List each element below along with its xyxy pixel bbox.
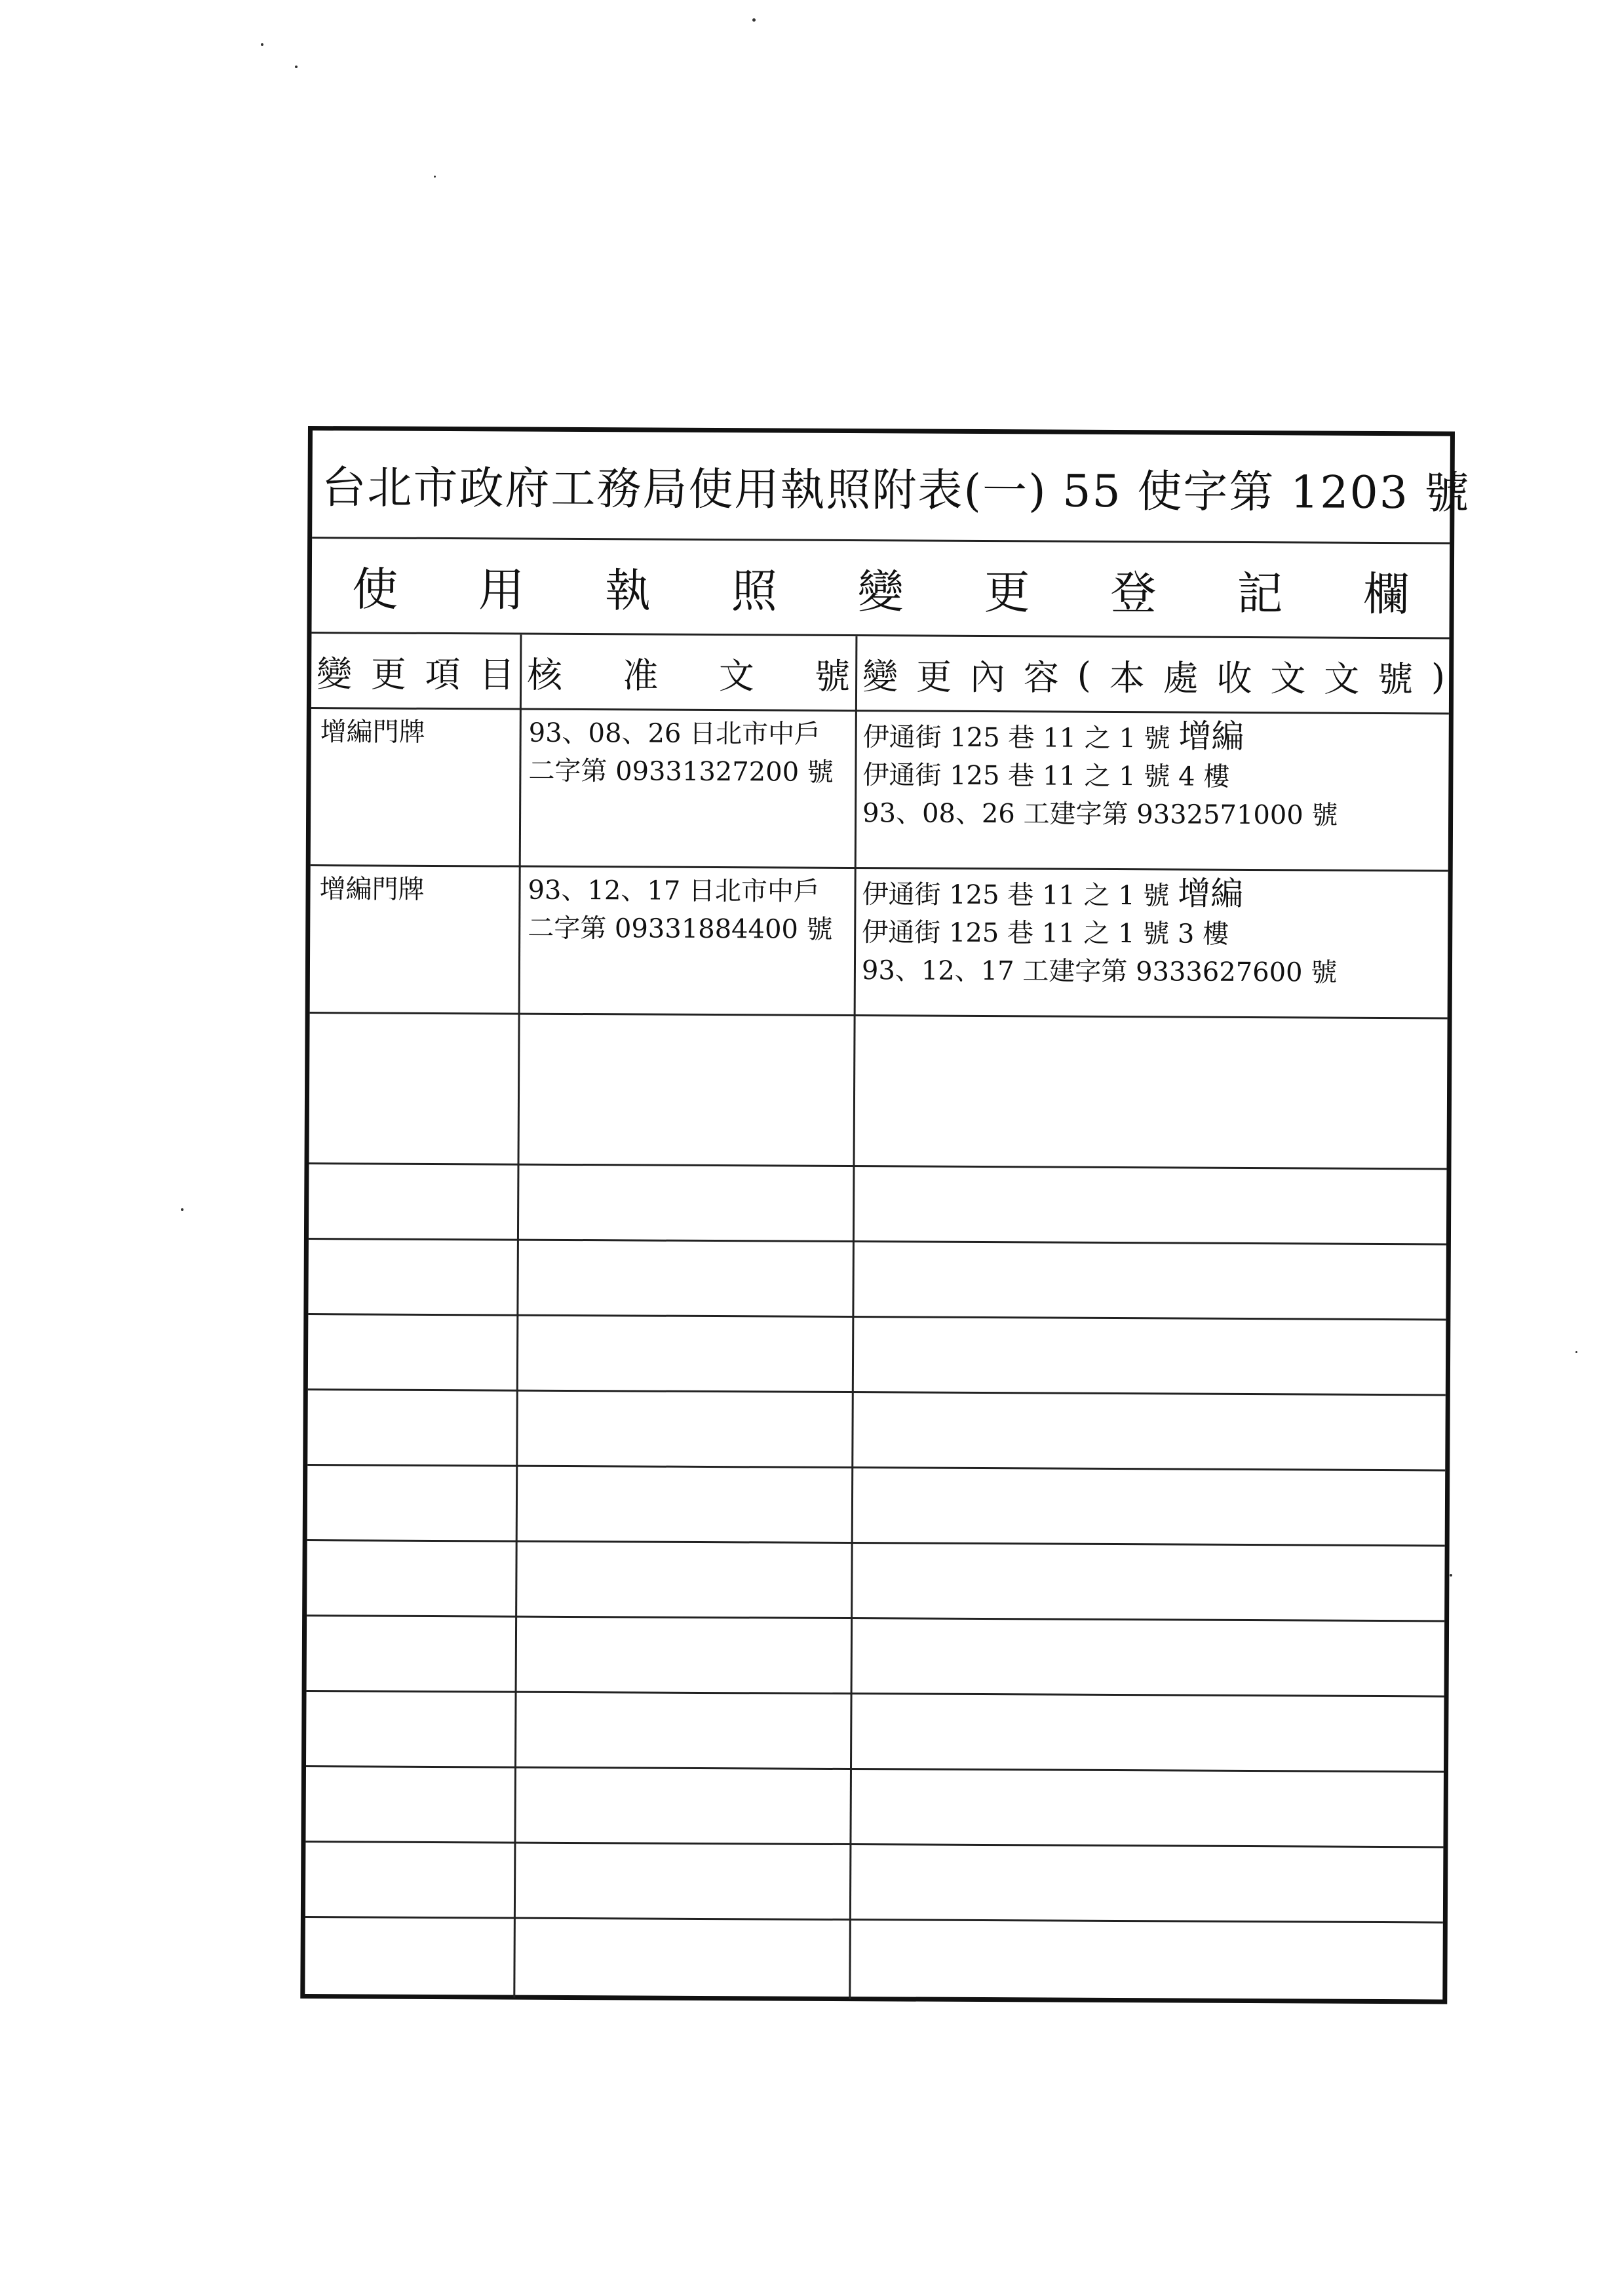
header-content: 變 更 內 容 ( 本 處 收 文 文 號 ) [862,654,1446,700]
subtitle-char: 執 [604,563,651,618]
empty-table-row [307,1541,1445,1622]
table-header-row [311,634,1450,714]
scan-speck [752,18,756,22]
table-row [311,709,1449,871]
record-content: 伊通街 125 巷 11 之 1 號 增編 伊通街 125 巷 11 之 1 號 4 樓 93、08、26 工建字第 9332571000 號 [862,717,1338,831]
empty-table-row [305,1767,1444,1848]
subtitle-char: 登 [1110,565,1157,620]
table-row [310,866,1448,1019]
empty-table-row [309,1014,1447,1170]
scan-speck [1575,1351,1577,1353]
scan-speck [295,66,298,68]
subtitle-char: 使 [352,562,398,617]
scan-speck [434,176,436,178]
empty-table-row [308,1315,1446,1396]
form-title-text: 台北市政府工務局使用執照附表(一) 55 使字第 1203 號 [321,461,1471,520]
empty-table-row [306,1692,1444,1772]
subtitle-char: 用 [478,562,525,617]
subtitle-char: 更 [984,565,1030,619]
empty-table-row [307,1617,1445,1697]
empty-table-row [307,1466,1446,1546]
record-table [305,634,1449,2002]
subtitle-char: 照 [731,564,778,619]
empty-table-row [307,1390,1446,1471]
license-change-form [300,426,1471,2004]
empty-table-row [305,1918,1443,1999]
subtitle-char: 變 [857,564,904,619]
subtitle-char: 欄 [1363,567,1410,621]
form-title [312,430,1471,544]
scan-speck [261,43,263,46]
record-item: 增編門牌 [320,717,425,748]
empty-table-row [309,1164,1447,1245]
subtitle-char: 記 [1237,566,1283,621]
header-approval: 核 准 文 號 [526,654,851,698]
record-approval: 93、08、26 日北市中戶 二字第 09331327200 號 [528,718,834,788]
header-item: 變 更 項 目 [316,653,515,696]
form-subtitle [311,539,1450,639]
record-content: 伊通街 125 巷 11 之 1 號 增編 伊通街 125 巷 11 之 1 號 3 樓 93、12、17 工建字第 9333627600 號 [861,874,1338,988]
empty-table-row [308,1240,1446,1320]
record-item: 增編門牌 [319,874,425,905]
scan-speck [1450,1574,1452,1577]
scan-speck [181,1208,183,1211]
empty-table-row [305,1843,1444,1923]
record-approval: 93、12、17 日北市中戶 二字第 09331884400 號 [528,875,833,945]
